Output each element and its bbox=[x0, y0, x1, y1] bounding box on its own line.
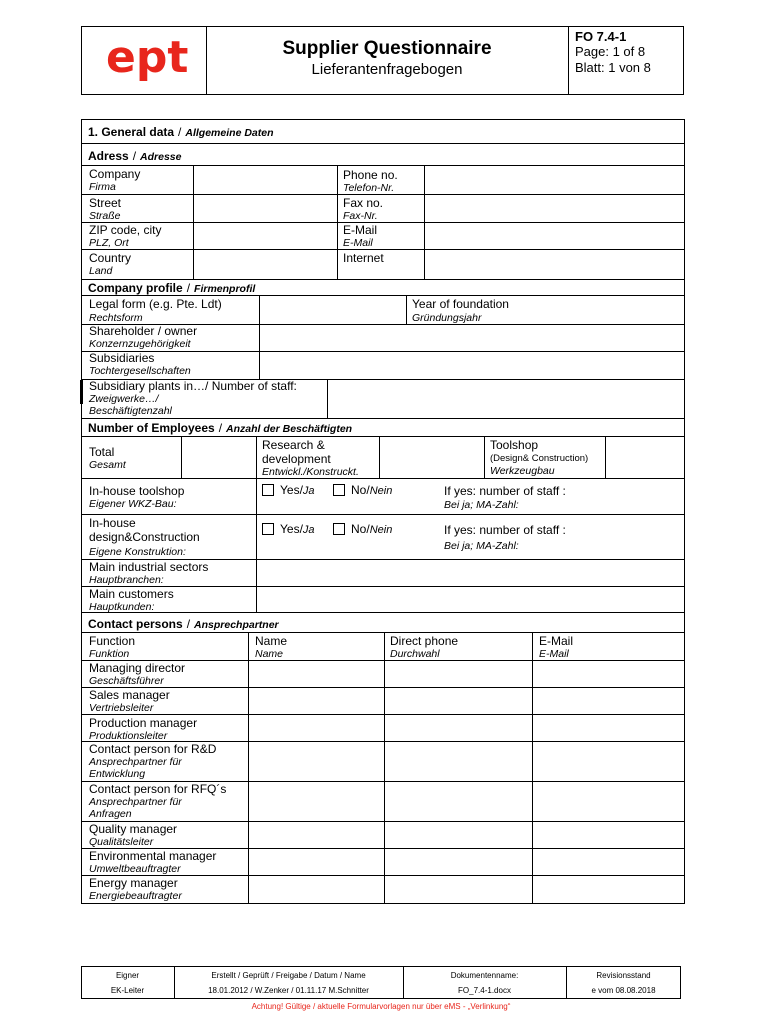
contact-row-label: Sales manager bbox=[89, 688, 170, 702]
subsidiaries-input[interactable] bbox=[260, 352, 684, 379]
grid-line bbox=[406, 295, 407, 324]
fax-label: Fax no. bbox=[343, 196, 384, 210]
rd-employees-input[interactable] bbox=[380, 437, 484, 478]
fax-input[interactable] bbox=[425, 195, 684, 222]
contact-email-input[interactable] bbox=[533, 661, 684, 687]
section-profile-title: Company profile / Firmenprofil bbox=[88, 281, 256, 295]
contact-row-label-de: Ansprechpartner für bbox=[89, 756, 182, 768]
main-customers-label-de: Hauptkunden: bbox=[89, 601, 155, 613]
grid-line bbox=[81, 612, 685, 613]
toolshop-sub-label: (Design& Construction) bbox=[490, 453, 589, 464]
plants-marker bbox=[80, 380, 83, 404]
footer-created-label: Erstellt / Geprüft / Freigabe / Datum / Name bbox=[211, 971, 366, 980]
address-title: Adress / Adresse bbox=[88, 149, 182, 163]
contact-email-input[interactable] bbox=[533, 849, 684, 875]
subsidiary-plants-label-de: Zweigwerke…/ bbox=[89, 393, 159, 405]
industrial-sectors-label-de: Hauptbranchen: bbox=[89, 574, 164, 586]
email-label: E-Mail bbox=[343, 223, 378, 237]
inhouse-toolshop-label: In-house toolshop bbox=[89, 484, 185, 498]
header-email: E-Mail bbox=[539, 634, 574, 648]
contact-row-label: Contact person for R&D bbox=[89, 742, 217, 756]
contact-row-label-de2: Entwicklung bbox=[89, 768, 146, 780]
grid-line bbox=[81, 514, 685, 515]
contact-row-label-de: Ansprechpartner für bbox=[89, 796, 182, 808]
footer-owner: EK-Leiter bbox=[110, 986, 145, 995]
legal-form-label-de: Rechtsform bbox=[89, 312, 143, 324]
rd-label: Research & bbox=[262, 438, 325, 452]
grid-line bbox=[81, 418, 685, 419]
design-no-checkbox[interactable] bbox=[333, 523, 345, 535]
inhouse-toolshop-label-de: Eigener WKZ-Bau: bbox=[89, 498, 177, 510]
design-if-yes-label-de: Bei ja; MA-Zahl: bbox=[444, 540, 519, 552]
zip-label-de: PLZ, Ort bbox=[89, 237, 129, 249]
subsidiaries-label: Subsidiaries bbox=[89, 351, 155, 365]
footer-owner-label: Eigner bbox=[115, 971, 140, 980]
page-number: Page: 1 of 8 bbox=[575, 44, 646, 59]
rd-label-de: Entwickl./Konstruckt. bbox=[262, 466, 359, 478]
main-customers-label: Main customers bbox=[89, 587, 174, 601]
legal-form-label: Legal form (e.g. Pte. Ldt) bbox=[89, 297, 222, 311]
contact-row-label: Managing director bbox=[89, 661, 186, 675]
contact-row-label-de: Vertriebsleiter bbox=[89, 702, 154, 714]
subsidiaries-label-de: Tochtergesellschaften bbox=[89, 365, 191, 377]
contact-email-input[interactable] bbox=[533, 742, 684, 781]
footer-doc-label: Dokumentenname: bbox=[450, 971, 519, 980]
design-yes-option[interactable]: Yes/Ja bbox=[262, 522, 315, 537]
toolshop-yes-checkbox[interactable] bbox=[262, 484, 274, 496]
header-email-de: E-Mail bbox=[539, 648, 569, 660]
contact-row-label-de: Energiebeauftragter bbox=[89, 890, 182, 902]
subsidiary-plants-input[interactable] bbox=[328, 380, 684, 418]
footer-notice: Achtung! Gültige / aktuelle Formularvorlagen nur über eMS - „Verlinkung“ bbox=[251, 1002, 511, 1011]
divider bbox=[81, 143, 685, 144]
grid-line bbox=[484, 436, 485, 478]
footer-doc: FO_7.4-1.docx bbox=[458, 986, 511, 995]
contact-email-input[interactable] bbox=[533, 822, 684, 848]
contact-name-input[interactable] bbox=[249, 742, 384, 781]
internet-input[interactable] bbox=[425, 250, 684, 279]
total-label: Total bbox=[89, 445, 115, 459]
toolshop-if-yes-label: If yes: number of staff : bbox=[444, 484, 566, 498]
contact-row-label-de: Produktionsleiter bbox=[89, 730, 168, 742]
internet-label: Internet bbox=[343, 251, 384, 265]
toolshop-label: Toolshop bbox=[490, 438, 539, 452]
subsidiary-plants-label-de2: Beschäftigtenzahl bbox=[89, 405, 172, 417]
contact-name-input[interactable] bbox=[249, 782, 384, 821]
footer-rev-label: Revisionsstand bbox=[596, 971, 651, 980]
street-label: Street bbox=[89, 196, 122, 210]
phone-label-de: Telefon-Nr. bbox=[343, 182, 395, 194]
contact-row-label: Production manager bbox=[89, 716, 198, 730]
company-label-de: Firma bbox=[89, 181, 116, 193]
company-logo bbox=[104, 28, 194, 90]
design-no-option[interactable]: No/Nein bbox=[333, 522, 392, 537]
contact-email-input[interactable] bbox=[533, 876, 684, 904]
toolshop-label-de: Werkzeugbau bbox=[490, 465, 555, 477]
design-if-yes-label: If yes: number of staff : bbox=[444, 523, 566, 537]
street-input[interactable] bbox=[194, 195, 337, 222]
year-foundation-label-de: Gründungsjahr bbox=[412, 312, 482, 324]
year-foundation-input[interactable] bbox=[520, 296, 684, 324]
company-input[interactable] bbox=[194, 166, 337, 194]
contact-phone-input[interactable] bbox=[385, 782, 532, 821]
total-employees-input[interactable] bbox=[182, 437, 256, 478]
toolshop-employees-input[interactable] bbox=[606, 437, 684, 478]
contact-phone-input[interactable] bbox=[385, 715, 532, 741]
header-name-de: Name bbox=[255, 648, 284, 660]
toolshop-no-option[interactable]: No/Nein bbox=[333, 483, 392, 498]
country-input[interactable] bbox=[194, 250, 337, 279]
phone-input[interactable] bbox=[425, 166, 684, 194]
subsidiary-plants-label: Subsidiary plants in…/ Number of staff: bbox=[89, 379, 297, 393]
contact-phone-input[interactable] bbox=[385, 742, 532, 781]
contact-phone-input[interactable] bbox=[385, 876, 532, 904]
contact-email-input[interactable] bbox=[533, 688, 684, 714]
contact-email-input[interactable] bbox=[533, 782, 684, 821]
contact-row-label: Contact person for RFQ´s bbox=[89, 782, 227, 796]
total-label-de: Gesamt bbox=[89, 459, 126, 471]
contact-name-input[interactable] bbox=[249, 822, 384, 848]
form-number: FO 7.4-1 bbox=[575, 29, 627, 44]
contact-row-label-de: Geschäftsführer bbox=[89, 675, 164, 687]
fax-label-de: Fax-Nr. bbox=[343, 210, 378, 222]
inhouse-design-label-de: Eigene Konstruktion: bbox=[89, 546, 186, 558]
contact-name-input[interactable] bbox=[249, 849, 384, 875]
rd-label-2: development bbox=[262, 452, 331, 466]
grid-line bbox=[81, 478, 685, 479]
legal-form-input[interactable] bbox=[260, 296, 406, 324]
company-label: Company bbox=[89, 167, 141, 181]
inhouse-design-label-2: design&Construction bbox=[89, 530, 200, 544]
logo-text: ept bbox=[106, 32, 189, 83]
header-function-de: Funktion bbox=[89, 648, 130, 660]
header-name: Name bbox=[255, 634, 288, 648]
contact-row-label-de: Umweltbeauftragter bbox=[89, 863, 181, 875]
header-divider-2 bbox=[568, 26, 569, 95]
page-title: Supplier Questionnaire bbox=[282, 38, 492, 59]
contact-name-input[interactable] bbox=[249, 661, 384, 687]
zip-city-input[interactable] bbox=[194, 223, 337, 249]
section-employees-title: Number of Employees / Anzahl der Beschäftigten bbox=[88, 421, 353, 435]
year-foundation-label: Year of foundation bbox=[412, 297, 509, 311]
design-yes-checkbox[interactable] bbox=[262, 523, 274, 535]
zip-label: ZIP code, city bbox=[89, 223, 162, 237]
toolshop-if-yes-label-de: Bei ja; MA-Zahl: bbox=[444, 499, 519, 511]
toolshop-no-checkbox[interactable] bbox=[333, 484, 345, 496]
footer-created: 18.01.2012 / W.Zenker / 01.11.17 M.Schnitter bbox=[208, 986, 369, 995]
country-label: Country bbox=[89, 251, 132, 265]
footer-rev: e vom 08.08.2018 bbox=[591, 986, 656, 995]
section-general-title: 1. General data / Allgemeine Daten bbox=[88, 125, 274, 139]
inhouse-design-label: In-house bbox=[89, 516, 136, 530]
toolshop-yes-option[interactable]: Yes/Ja bbox=[262, 483, 315, 498]
header-direct-phone: Direct phone bbox=[390, 634, 459, 648]
contact-name-input[interactable] bbox=[249, 688, 384, 714]
contact-name-input[interactable] bbox=[249, 876, 384, 904]
industrial-sectors-input[interactable] bbox=[257, 560, 684, 586]
page-subtitle: Lieferantenfragebogen bbox=[311, 61, 463, 78]
street-label-de: Straße bbox=[89, 210, 121, 222]
blatt-number: Blatt: 1 von 8 bbox=[575, 60, 651, 75]
contact-row-label-de2: Anfragen bbox=[89, 808, 132, 820]
header-direct-phone-de: Durchwahl bbox=[390, 648, 440, 660]
contact-email-input[interactable] bbox=[533, 715, 684, 741]
divider bbox=[81, 632, 685, 633]
email-label-de: E-Mail bbox=[343, 237, 373, 249]
email-input[interactable] bbox=[425, 223, 684, 249]
main-customers-input[interactable] bbox=[257, 587, 684, 612]
contact-row-label: Energy manager bbox=[89, 876, 178, 890]
shareholder-label-de: Konzernzugehörigkeit bbox=[89, 338, 191, 350]
contact-phone-input[interactable] bbox=[385, 822, 532, 848]
contact-row-label-de: Qualitätsleiter bbox=[89, 836, 154, 848]
header-function: Function bbox=[89, 634, 136, 648]
shareholder-input[interactable] bbox=[260, 325, 684, 351]
grid-line bbox=[81, 279, 685, 280]
industrial-sectors-label: Main industrial sectors bbox=[89, 560, 209, 574]
shareholder-label: Shareholder / owner bbox=[89, 324, 198, 338]
contact-phone-input[interactable] bbox=[385, 661, 532, 687]
phone-label: Phone no. bbox=[343, 168, 398, 182]
section-contacts-title: Contact persons / Ansprechpartner bbox=[88, 617, 279, 631]
contact-phone-input[interactable] bbox=[385, 849, 532, 875]
contact-row-label: Environmental manager bbox=[89, 849, 217, 863]
contact-name-input[interactable] bbox=[249, 715, 384, 741]
country-label-de: Land bbox=[89, 265, 113, 277]
contact-phone-input[interactable] bbox=[385, 688, 532, 714]
contact-row-label: Quality manager bbox=[89, 822, 178, 836]
